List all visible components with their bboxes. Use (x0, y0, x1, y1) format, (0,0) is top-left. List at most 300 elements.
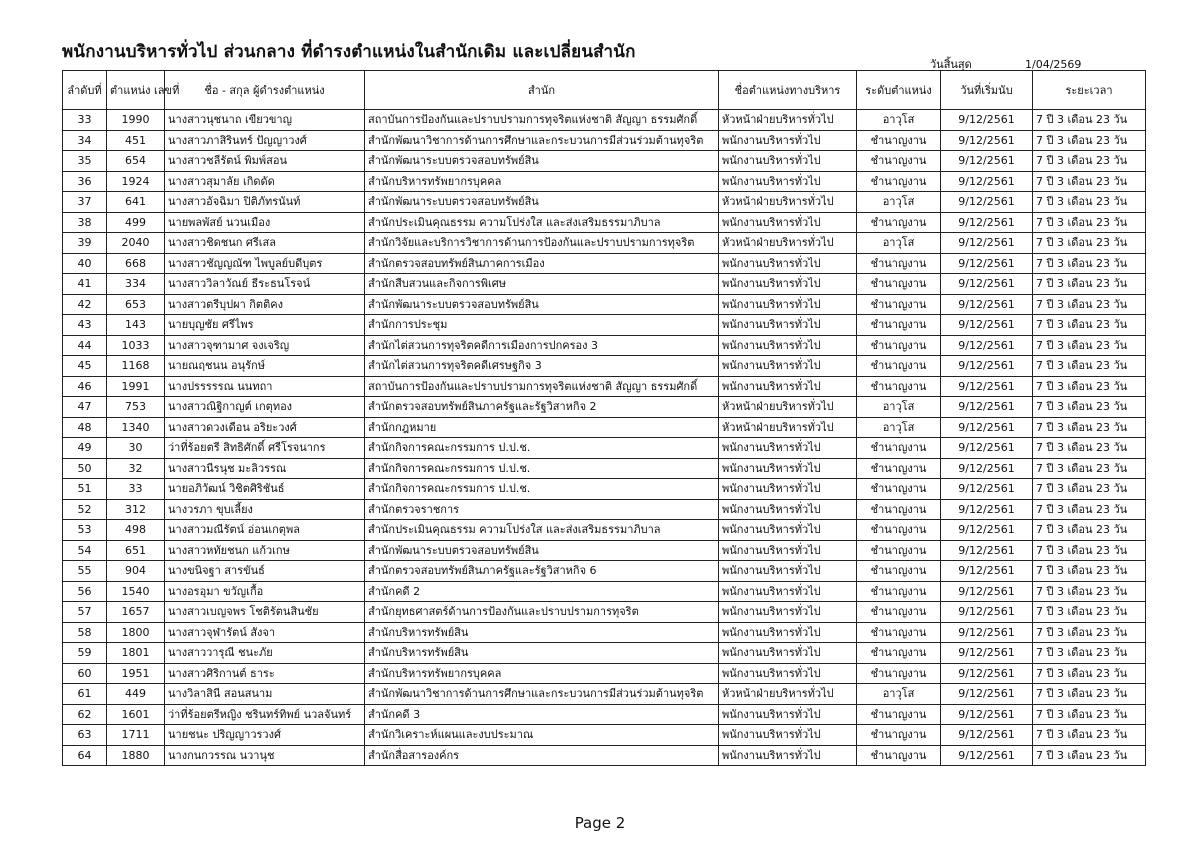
name-cell: ว่าที่ร้อยตรีหญิง ชรินทร์ทิพย์ นวลจันทร์ (165, 704, 365, 725)
table-body (63, 110, 1146, 766)
position-no-cell: 312 (107, 499, 165, 520)
level-cell: ชำนาญงาน (857, 274, 941, 295)
name-cell: นางสาวจุฬารัตน์ สังจา (165, 622, 365, 643)
start-date-cell: 9/12/2561 (941, 130, 1033, 151)
table-row (63, 233, 1146, 254)
table-row (63, 192, 1146, 213)
duration-cell: 7 ปี 3 เดือน 23 วัน (1033, 725, 1146, 746)
office-cell: สำนักการประชุม (365, 315, 719, 336)
office-cell: สำนักไต่สวนการทุจริตคดีเศรษฐกิจ 3 (365, 356, 719, 377)
duration-cell: 7 ปี 3 เดือน 23 วัน (1033, 397, 1146, 418)
order-cell: 42 (63, 294, 107, 315)
page-number: Page 2 (574, 814, 626, 832)
admin-title-cell: พนักงานบริหารทั่วไป (719, 581, 857, 602)
start-date-cell: 9/12/2561 (941, 520, 1033, 541)
order-cell: 35 (63, 151, 107, 172)
order-cell: 58 (63, 622, 107, 643)
admin-title-cell: หัวหน้าฝ่ายบริหารทั่วไป (719, 233, 857, 254)
duration-cell: 7 ปี 3 เดือน 23 วัน (1033, 540, 1146, 561)
level-cell: ชำนาญงาน (857, 745, 941, 766)
order-cell: 54 (63, 540, 107, 561)
start-date-cell: 9/12/2561 (941, 294, 1033, 315)
order-cell: 49 (63, 438, 107, 459)
duration-cell: 7 ปี 3 เดือน 23 วัน (1033, 233, 1146, 254)
name-cell: นางอรอุมา ขวัญเกื้อ (165, 581, 365, 602)
position-no-cell: 449 (107, 684, 165, 705)
name-cell: นางสาววิลาวัณย์ ธีระธนโรจน์ (165, 274, 365, 295)
order-cell: 45 (63, 356, 107, 377)
admin-title-cell: หัวหน้าฝ่ายบริหารทั่วไป (719, 397, 857, 418)
position-no-cell: 1601 (107, 704, 165, 725)
duration-cell: 7 ปี 3 เดือน 23 วัน (1033, 376, 1146, 397)
position-no-cell: 1991 (107, 376, 165, 397)
duration-cell: 7 ปี 3 เดือน 23 วัน (1033, 643, 1146, 664)
position-no-cell: 33 (107, 479, 165, 500)
order-cell: 39 (63, 233, 107, 254)
position-no-cell: 1800 (107, 622, 165, 643)
order-cell: 51 (63, 479, 107, 500)
start-date-cell: 9/12/2561 (941, 499, 1033, 520)
office-cell: สำนักพัฒนาระบบตรวจสอบทรัพย์สิน (365, 151, 719, 172)
col-header-office: สำนัก (365, 71, 719, 110)
order-cell: 61 (63, 684, 107, 705)
office-cell: สำนักสื่อสารองค์กร (365, 745, 719, 766)
level-cell: ชำนาญงาน (857, 294, 941, 315)
office-cell: สำนักบริหารทรัพยากรบุคคล (365, 663, 719, 684)
admin-title-cell: หัวหน้าฝ่ายบริหารทั่วไป (719, 417, 857, 438)
order-cell: 43 (63, 315, 107, 336)
level-cell: ชำนาญงาน (857, 622, 941, 643)
level-cell: ชำนาญงาน (857, 130, 941, 151)
admin-title-cell: พนักงานบริหารทั่วไป (719, 602, 857, 623)
name-cell: นายอภิวัฒน์ วิชิตศิริชันธ์ (165, 479, 365, 500)
position-no-cell: 753 (107, 397, 165, 418)
office-cell: สำนักพัฒนาระบบตรวจสอบทรัพย์สิน (365, 192, 719, 213)
order-cell: 56 (63, 581, 107, 602)
table-row (63, 602, 1146, 623)
col-header-order: ลำดับที่ (63, 71, 107, 110)
name-cell: นายชนะ ปริญญาวรวงศ์ (165, 725, 365, 746)
duration-cell: 7 ปี 3 เดือน 23 วัน (1033, 520, 1146, 541)
order-cell: 38 (63, 212, 107, 233)
level-cell: ชำนาญงาน (857, 253, 941, 274)
admin-title-cell: พนักงานบริหารทั่วไป (719, 622, 857, 643)
table-row (63, 253, 1146, 274)
admin-title-cell: พนักงานบริหารทั่วไป (719, 540, 857, 561)
level-cell: ชำนาญงาน (857, 540, 941, 561)
office-cell: สำนักไต่สวนการทุจริตคดีการเมืองการปกครอง 3 (365, 335, 719, 356)
position-no-cell: 654 (107, 151, 165, 172)
name-cell: นายบุญชัย ศรีไพร (165, 315, 365, 336)
duration-cell: 7 ปี 3 เดือน 23 วัน (1033, 192, 1146, 213)
order-cell: 50 (63, 458, 107, 479)
office-cell: สำนักประเมินคุณธรรม ความโปร่งใส และส่งเสริมธรรมาภิบาล (365, 520, 719, 541)
table-row (63, 499, 1146, 520)
table-row (63, 110, 1146, 131)
level-cell: อาวุโส (857, 417, 941, 438)
office-cell: สำนักตรวจสอบทรัพย์สินภาครัฐและรัฐวิสาหกิจ 2 (365, 397, 719, 418)
start-date-cell: 9/12/2561 (941, 356, 1033, 377)
position-no-cell: 1540 (107, 581, 165, 602)
position-no-cell: 641 (107, 192, 165, 213)
table-row (63, 479, 1146, 500)
duration-cell: 7 ปี 3 เดือน 23 วัน (1033, 274, 1146, 295)
name-cell: นางสาวอัจฉิมา ปิติภัทรนันท์ (165, 192, 365, 213)
admin-title-cell: พนักงานบริหารทั่วไป (719, 171, 857, 192)
position-no-cell: 30 (107, 438, 165, 459)
name-cell: นางสาวจุฑามาศ จงเจริญ (165, 335, 365, 356)
admin-title-cell: พนักงานบริหารทั่วไป (719, 643, 857, 664)
order-cell: 64 (63, 745, 107, 766)
position-no-cell: 668 (107, 253, 165, 274)
admin-title-cell: พนักงานบริหารทั่วไป (719, 274, 857, 295)
start-date-cell: 9/12/2561 (941, 315, 1033, 336)
name-cell: นายพลพัสย์ นวนเมือง (165, 212, 365, 233)
table-row (63, 540, 1146, 561)
name-cell: นางสาวหทัยชนก แก้วเกษ (165, 540, 365, 561)
table-row (63, 458, 1146, 479)
name-cell: นางสาวนีรนุช มะลิวรรณ (165, 458, 365, 479)
level-cell: ชำนาญงาน (857, 438, 941, 459)
order-cell: 33 (63, 110, 107, 131)
level-cell: ชำนาญงาน (857, 335, 941, 356)
col-header-start-date: วันที่เริ่มนับ (941, 71, 1033, 110)
position-no-cell: 1711 (107, 725, 165, 746)
col-header-admin-title: ชื่อตำแหน่งทางบริหาร (719, 71, 857, 110)
position-no-cell: 1880 (107, 745, 165, 766)
start-date-cell: 9/12/2561 (941, 684, 1033, 705)
office-cell: สำนักพัฒนาระบบตรวจสอบทรัพย์สิน (365, 294, 719, 315)
col-header-duration: ระยะเวลา (1033, 71, 1146, 110)
table-row (63, 745, 1146, 766)
table-row (63, 581, 1146, 602)
name-cell: นางสาวชัญญณัฑ ไพบูลย์บดีบุตร (165, 253, 365, 274)
admin-title-cell: พนักงานบริหารทั่วไป (719, 561, 857, 582)
level-cell: ชำนาญงาน (857, 151, 941, 172)
office-cell: สำนักบริหารทรัพย์สิน (365, 643, 719, 664)
duration-cell: 7 ปี 3 เดือน 23 วัน (1033, 622, 1146, 643)
office-cell: สำนักบริหารทรัพย์สิน (365, 622, 719, 643)
admin-title-cell: พนักงานบริหารทั่วไป (719, 663, 857, 684)
office-cell: สำนักพัฒนาวิชาการด้านการศึกษาและกระบวนการมีส่วนร่วมต้านทุจริต (365, 130, 719, 151)
office-cell: สำนักตรวจสอบทรัพย์สินภาครัฐและรัฐวิสาหกิจ 6 (365, 561, 719, 582)
duration-cell: 7 ปี 3 เดือน 23 วัน (1033, 479, 1146, 500)
office-cell: สำนักตรวจสอบทรัพย์สินภาคการเมือง (365, 253, 719, 274)
office-cell: สำนักประเมินคุณธรรม ความโปร่งใส และส่งเสริมธรรมาภิบาล (365, 212, 719, 233)
order-cell: 55 (63, 561, 107, 582)
duration-cell: 7 ปี 3 เดือน 23 วัน (1033, 212, 1146, 233)
table-row (63, 130, 1146, 151)
admin-title-cell: หัวหน้าฝ่ายบริหารทั่วไป (719, 684, 857, 705)
name-cell: นางสาวเบญจพร โชติรัตนสินชัย (165, 602, 365, 623)
position-no-cell: 651 (107, 540, 165, 561)
admin-title-cell: พนักงานบริหารทั่วไป (719, 356, 857, 377)
order-cell: 60 (63, 663, 107, 684)
duration-cell: 7 ปี 3 เดือน 23 วัน (1033, 335, 1146, 356)
level-cell: ชำนาญงาน (857, 704, 941, 725)
name-cell: นางวรภา ขุบเลี้ยง (165, 499, 365, 520)
order-cell: 44 (63, 335, 107, 356)
start-date-cell: 9/12/2561 (941, 253, 1033, 274)
duration-cell: 7 ปี 3 เดือน 23 วัน (1033, 151, 1146, 172)
duration-cell: 7 ปี 3 เดือน 23 วัน (1033, 684, 1146, 705)
duration-cell: 7 ปี 3 เดือน 23 วัน (1033, 315, 1146, 336)
position-no-cell: 1033 (107, 335, 165, 356)
position-no-cell: 904 (107, 561, 165, 582)
start-date-cell: 9/12/2561 (941, 274, 1033, 295)
start-date-cell: 9/12/2561 (941, 602, 1033, 623)
table-row (63, 417, 1146, 438)
start-date-cell: 9/12/2561 (941, 171, 1033, 192)
level-cell: อาวุโส (857, 192, 941, 213)
order-cell: 36 (63, 171, 107, 192)
order-cell: 59 (63, 643, 107, 664)
admin-title-cell: พนักงานบริหารทั่วไป (719, 745, 857, 766)
level-cell: ชำนาญงาน (857, 663, 941, 684)
admin-title-cell: หัวหน้าฝ่ายบริหารทั่วไป (719, 110, 857, 131)
duration-cell: 7 ปี 3 เดือน 23 วัน (1033, 438, 1146, 459)
name-cell: นางสาวภาสิรินทร์ ปัญญาวงศ์ (165, 130, 365, 151)
table-row (63, 171, 1146, 192)
level-cell: ชำนาญงาน (857, 561, 941, 582)
page-title: พนักงานบริหารทั่วไป ส่วนกลาง ที่ดำรงตำแหน่งในสำนักเดิม และเปลี่ยนสำนัก (62, 42, 636, 62)
table-row (63, 725, 1146, 746)
col-header-position-no: ตำแหน่ง เลขที่ (107, 71, 165, 110)
level-cell: อาวุโส (857, 684, 941, 705)
office-cell: สำนักพัฒนาวิชาการด้านการศึกษาและกระบวนการมีส่วนร่วมต้านทุจริต (365, 684, 719, 705)
start-date-cell: 9/12/2561 (941, 151, 1033, 172)
level-cell: ชำนาญงาน (857, 315, 941, 336)
table-row (63, 663, 1146, 684)
order-cell: 48 (63, 417, 107, 438)
level-cell: ชำนาญงาน (857, 643, 941, 664)
duration-cell: 7 ปี 3 เดือน 23 วัน (1033, 499, 1146, 520)
position-no-cell: 334 (107, 274, 165, 295)
duration-cell: 7 ปี 3 เดือน 23 วัน (1033, 458, 1146, 479)
table-row (63, 561, 1146, 582)
table-row (63, 315, 1146, 336)
office-cell: สถาบันการป้องกันและปราบปรามการทุจริตแห่งชาติ สัญญา ธรรมศักดิ์ (365, 376, 719, 397)
admin-title-cell: พนักงานบริหารทั่วไป (719, 294, 857, 315)
office-cell: สำนักกฎหมาย (365, 417, 719, 438)
position-no-cell: 498 (107, 520, 165, 541)
level-cell: ชำนาญงาน (857, 376, 941, 397)
name-cell: นางสาววารุณี ชนะภัย (165, 643, 365, 664)
level-cell: ชำนาญงาน (857, 212, 941, 233)
duration-cell: 7 ปี 3 เดือน 23 วัน (1033, 561, 1146, 582)
table-row (63, 335, 1146, 356)
start-date-cell: 9/12/2561 (941, 540, 1033, 561)
duration-cell: 7 ปี 3 เดือน 23 วัน (1033, 663, 1146, 684)
admin-title-cell: พนักงานบริหารทั่วไป (719, 315, 857, 336)
duration-cell: 7 ปี 3 เดือน 23 วัน (1033, 602, 1146, 623)
admin-title-cell: พนักงานบริหารทั่วไป (719, 151, 857, 172)
name-cell: นางสาวดวงเดือน อริยะวงศ์ (165, 417, 365, 438)
table-row (63, 274, 1146, 295)
col-header-level: ระดับตำแหน่ง (857, 71, 941, 110)
office-cell: สถาบันการป้องกันและปราบปรามการทุจริตแห่งชาติ สัญญา ธรรมศักดิ์ (365, 110, 719, 131)
level-cell: ชำนาญงาน (857, 479, 941, 500)
order-cell: 47 (63, 397, 107, 418)
name-cell: นางปรรรรรณ นนทถา (165, 376, 365, 397)
start-date-cell: 9/12/2561 (941, 561, 1033, 582)
end-date-label: วันสิ้นสุด (930, 58, 972, 71)
position-no-cell: 1168 (107, 356, 165, 377)
admin-title-cell: พนักงานบริหารทั่วไป (719, 335, 857, 356)
table-row (63, 643, 1146, 664)
table-row (63, 212, 1146, 233)
admin-title-cell: พนักงานบริหารทั่วไป (719, 253, 857, 274)
name-cell: นางสาวณิฐิกาญต์ เกตุทอง (165, 397, 365, 418)
level-cell: อาวุโส (857, 233, 941, 254)
level-cell: อาวุโส (857, 397, 941, 418)
position-no-cell: 2040 (107, 233, 165, 254)
start-date-cell: 9/12/2561 (941, 192, 1033, 213)
office-cell: สำนักกิจการคณะกรรมการ ป.ป.ช. (365, 438, 719, 459)
position-no-cell: 1990 (107, 110, 165, 131)
start-date-cell: 9/12/2561 (941, 212, 1033, 233)
start-date-cell: 9/12/2561 (941, 745, 1033, 766)
end-date-value: 1/04/2569 (1025, 58, 1082, 71)
name-cell: นางสาวสุมาลัย เกิดดัด (165, 171, 365, 192)
position-no-cell: 1924 (107, 171, 165, 192)
office-cell: สำนักยุทธศาสตร์ด้านการป้องกันและปราบปรามการทุจริต (365, 602, 719, 623)
level-cell: ชำนาญงาน (857, 458, 941, 479)
office-cell: สำนักสืบสวนและกิจการพิเศษ (365, 274, 719, 295)
level-cell: ชำนาญงาน (857, 725, 941, 746)
admin-title-cell: พนักงานบริหารทั่วไป (719, 499, 857, 520)
start-date-cell: 9/12/2561 (941, 376, 1033, 397)
duration-cell: 7 ปี 3 เดือน 23 วัน (1033, 745, 1146, 766)
table-row (63, 684, 1146, 705)
admin-title-cell: พนักงานบริหารทั่วไป (719, 438, 857, 459)
col-header-name: ชื่อ - สกุล ผู้ดำรงตำแหน่ง (165, 71, 365, 110)
level-cell: ชำนาญงาน (857, 520, 941, 541)
duration-cell: 7 ปี 3 เดือน 23 วัน (1033, 356, 1146, 377)
table-row (63, 294, 1146, 315)
order-cell: 57 (63, 602, 107, 623)
table-row (63, 438, 1146, 459)
name-cell: นางกนกวรรณ นวานุช (165, 745, 365, 766)
table-header-row (63, 71, 1146, 110)
level-cell: ชำนาญงาน (857, 356, 941, 377)
duration-cell: 7 ปี 3 เดือน 23 วัน (1033, 171, 1146, 192)
level-cell: ชำนาญงาน (857, 499, 941, 520)
name-cell: นางสาวนุชนาถ เขียวขาญ (165, 110, 365, 131)
table-row (63, 622, 1146, 643)
name-cell: นางสาวศิริกานต์ ธาระ (165, 663, 365, 684)
start-date-cell: 9/12/2561 (941, 622, 1033, 643)
start-date-cell: 9/12/2561 (941, 110, 1033, 131)
duration-cell: 7 ปี 3 เดือน 23 วัน (1033, 253, 1146, 274)
table-row (63, 356, 1146, 377)
order-cell: 63 (63, 725, 107, 746)
table-row (63, 151, 1146, 172)
name-cell: นางขนิจฐา สารขันธ์ (165, 561, 365, 582)
position-no-cell: 1657 (107, 602, 165, 623)
position-no-cell: 1951 (107, 663, 165, 684)
office-cell: สำนักคดี 2 (365, 581, 719, 602)
admin-title-cell: พนักงานบริหารทั่วไป (719, 520, 857, 541)
start-date-cell: 9/12/2561 (941, 335, 1033, 356)
office-cell: สำนักคดี 3 (365, 704, 719, 725)
name-cell: นางวิลาสินี สอนสนาม (165, 684, 365, 705)
position-no-cell: 1340 (107, 417, 165, 438)
duration-cell: 7 ปี 3 เดือน 23 วัน (1033, 110, 1146, 131)
order-cell: 34 (63, 130, 107, 151)
start-date-cell: 9/12/2561 (941, 725, 1033, 746)
level-cell: ชำนาญงาน (857, 602, 941, 623)
start-date-cell: 9/12/2561 (941, 417, 1033, 438)
admin-title-cell: พนักงานบริหารทั่วไป (719, 479, 857, 500)
level-cell: ชำนาญงาน (857, 171, 941, 192)
admin-title-cell: พนักงานบริหารทั่วไป (719, 725, 857, 746)
order-cell: 46 (63, 376, 107, 397)
table-row (63, 376, 1146, 397)
start-date-cell: 9/12/2561 (941, 581, 1033, 602)
start-date-cell: 9/12/2561 (941, 643, 1033, 664)
admin-title-cell: พนักงานบริหารทั่วไป (719, 130, 857, 151)
order-cell: 52 (63, 499, 107, 520)
order-cell: 40 (63, 253, 107, 274)
admin-title-cell: หัวหน้าฝ่ายบริหารทั่วไป (719, 192, 857, 213)
order-cell: 37 (63, 192, 107, 213)
duration-cell: 7 ปี 3 เดือน 23 วัน (1033, 581, 1146, 602)
name-cell: นายณฤชนน อนุรักษ์ (165, 356, 365, 377)
office-cell: สำนักวิจัยและบริการวิชาการด้านการป้องกันและปราบปรามการทุจริต (365, 233, 719, 254)
table-row (63, 704, 1146, 725)
duration-cell: 7 ปี 3 เดือน 23 วัน (1033, 294, 1146, 315)
office-cell: สำนักตรวจราชการ (365, 499, 719, 520)
position-no-cell: 1801 (107, 643, 165, 664)
start-date-cell: 9/12/2561 (941, 458, 1033, 479)
admin-title-cell: พนักงานบริหารทั่วไป (719, 458, 857, 479)
office-cell: สำนักพัฒนาระบบตรวจสอบทรัพย์สิน (365, 540, 719, 561)
level-cell: ชำนาญงาน (857, 581, 941, 602)
duration-cell: 7 ปี 3 เดือน 23 วัน (1033, 417, 1146, 438)
admin-title-cell: พนักงานบริหารทั่วไป (719, 212, 857, 233)
order-cell: 53 (63, 520, 107, 541)
order-cell: 41 (63, 274, 107, 295)
table-row (63, 520, 1146, 541)
name-cell: นางสาวตรีบุปผา กิตติคง (165, 294, 365, 315)
name-cell: ว่าที่ร้อยตรี สิทธิศักดิ์ ศรีโรจนากร (165, 438, 365, 459)
position-no-cell: 499 (107, 212, 165, 233)
office-cell: สำนักกิจการคณะกรรมการ ป.ป.ช. (365, 458, 719, 479)
start-date-cell: 9/12/2561 (941, 397, 1033, 418)
name-cell: นางสาวชิดชนก ศรีเสล (165, 233, 365, 254)
name-cell: นางสาวมณีรัตน์ อ่อนเกตุพล (165, 520, 365, 541)
office-cell: สำนักบริหารทรัพยากรบุคคล (365, 171, 719, 192)
position-no-cell: 653 (107, 294, 165, 315)
start-date-cell: 9/12/2561 (941, 479, 1033, 500)
position-no-cell: 143 (107, 315, 165, 336)
start-date-cell: 9/12/2561 (941, 663, 1033, 684)
name-cell: นางสาวชลีรัตน์ พิมพ์สอน (165, 151, 365, 172)
table-row (63, 397, 1146, 418)
office-cell: สำนักกิจการคณะกรรมการ ป.ป.ช. (365, 479, 719, 500)
order-cell: 62 (63, 704, 107, 725)
duration-cell: 7 ปี 3 เดือน 23 วัน (1033, 130, 1146, 151)
office-cell: สำนักวิเคราะห์แผนและงบประมาณ (365, 725, 719, 746)
start-date-cell: 9/12/2561 (941, 233, 1033, 254)
start-date-cell: 9/12/2561 (941, 704, 1033, 725)
admin-title-cell: พนักงานบริหารทั่วไป (719, 376, 857, 397)
position-no-cell: 451 (107, 130, 165, 151)
level-cell: อาวุโส (857, 110, 941, 131)
personnel-table (62, 70, 1146, 766)
admin-title-cell: พนักงานบริหารทั่วไป (719, 704, 857, 725)
